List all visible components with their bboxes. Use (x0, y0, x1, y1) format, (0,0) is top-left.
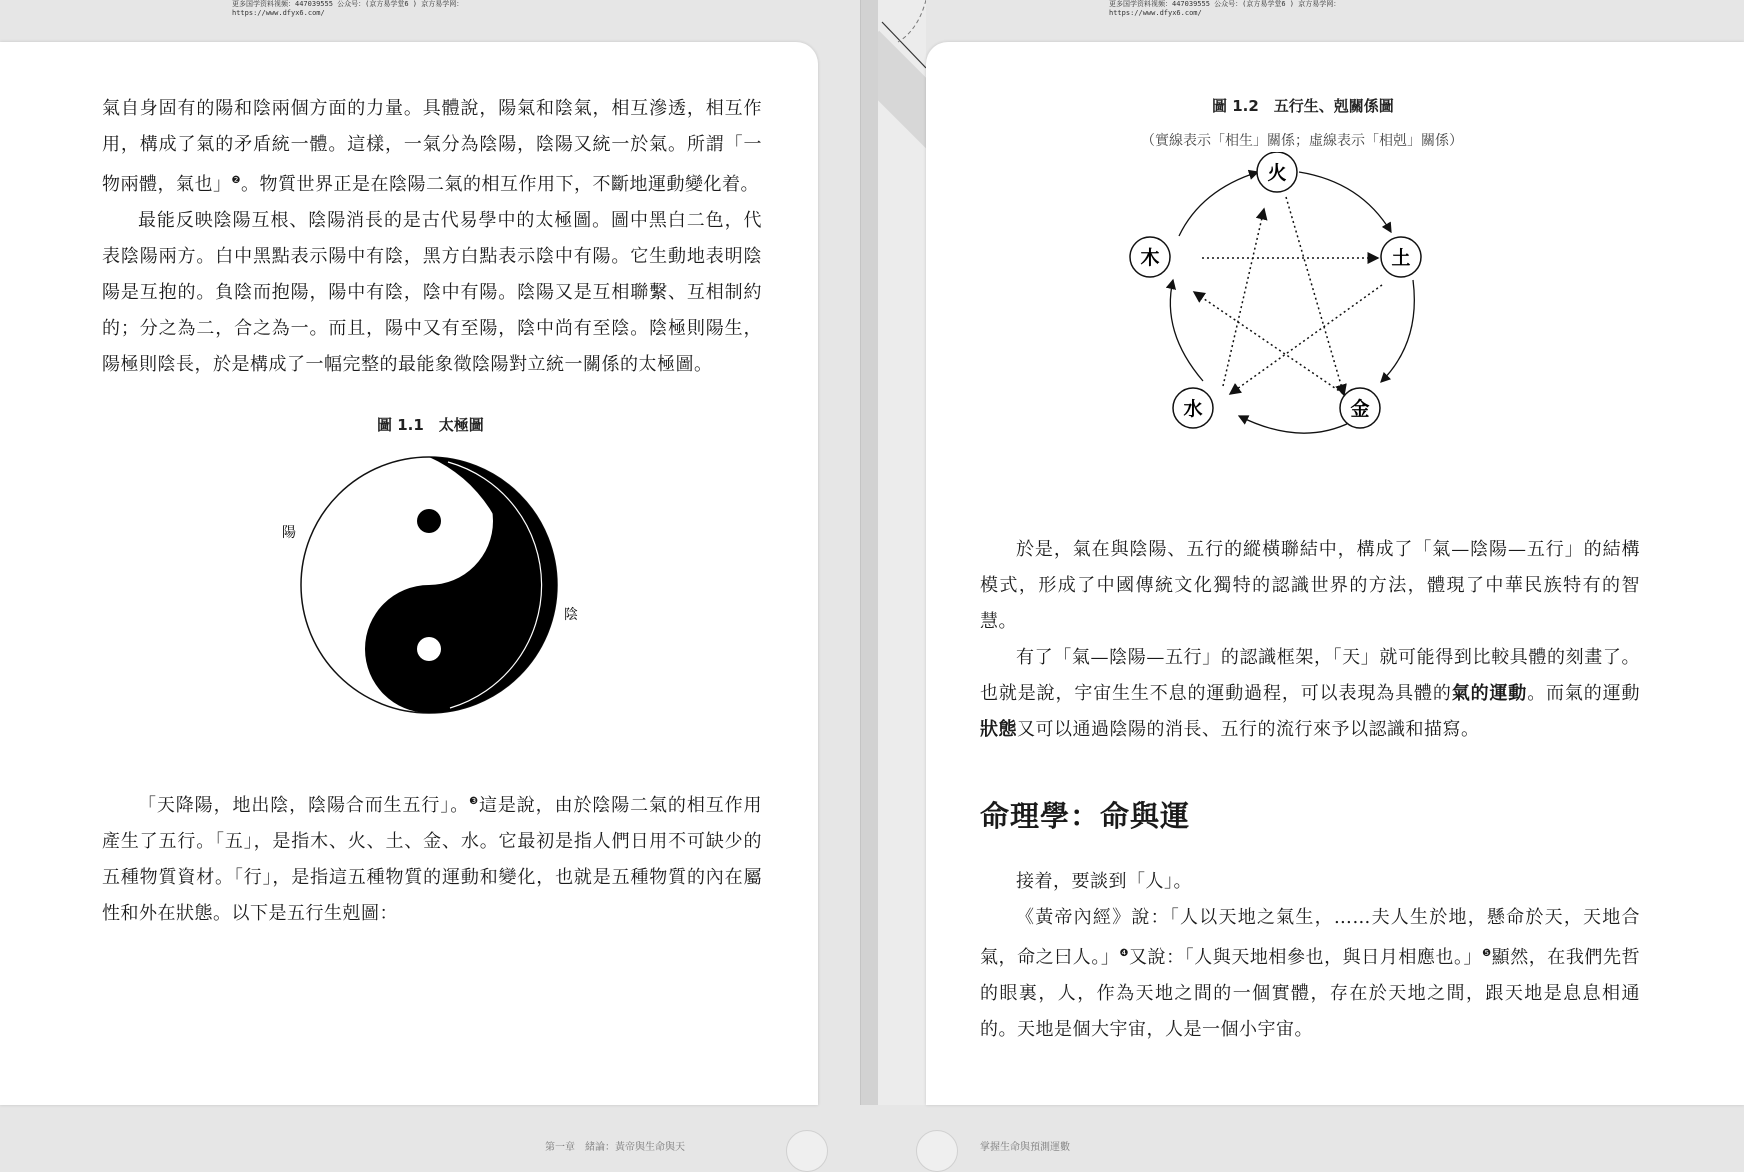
header-note-left (232, 0, 463, 18)
paragraph-7: 《黃帝內經》說：「人以天地之氣生，……夫人生於地，懸命於天，天地合氣，命之曰人。」$^❹$又說：「人與天地相參也，與日月相應也。」$^❺$顯然，在我們先哲的眼裏，人，作為天地之間的一個實體，存在於天地之間，跟天地是息息相通的。天地是個大宇宙，人是一個小宇宙。 (980, 907, 1641, 1040)
taiji-diagram (280, 452, 580, 732)
left-page (0, 42, 818, 1153)
paragraph-6: 接着，要談到「人」。 《黃帝內經》說：「人以天地之氣生，……夫人生於地，懸命於天，天地合氣，命之曰人。」$^❹$又說：「人與天地相參也，與日月相應也。」$^❺$顯然，在我們先哲的眼裏，人，作為天地之間的一個實體，存在於天地之間，跟天地是息息相通的。天地是個大宇宙，人是一個小宇宙。 (980, 864, 1640, 1048)
yang-label: 陽 (282, 525, 296, 541)
element-earth (1381, 237, 1421, 277)
svg-text:金: 金 (1350, 398, 1370, 420)
right-footer: 掌握生命與預測運數 (980, 1142, 1070, 1153)
header-note-url: https://www.dfyx6.com/ (1109, 9, 1202, 17)
left-footer: 第一章 緒論：黃帝與生命與天 (545, 1142, 685, 1153)
element-wood (1130, 237, 1170, 277)
paragraph-3: 「天降陽，地出陰，陰陽合而生五行」。$^❸$這是說，由於陰陽二氣的相互作用產生了五行。「五」，是指木、火、土、金、水。它最初是指人們日用不可缺少的五種物質資材。「行」，是指這五種物質的運動和變化，也就是五種物質的內在屬性和外在狀態。以下是五行生剋圖： (102, 795, 763, 924)
paragraph-1: 氣自身固有的陽和陰兩個方面的力量。具體說，陽氣和陰氣，相互滲透，相互作用，構成了氣的矛盾統一體。這樣，一氣分為陰陽，陰陽又統一於氣。所謂「一物兩體，氣也」$^❷$。物質世界正是在陰陽二氣的相互作用下，不斷地運動變化着。 最能反映陰陽互根、陰陽消長的是古代易學中的太極圖。圖中黑白二色，代表陰陽兩方。白中黑點表示陽中有陰，黑方白點表示陰中有陽。它生動地表明陰陽是互抱的。負陰而抱陽，陽中有陰，陰中有陽。陰陽又是互相聯繫、互相制約的；分之為二，合之為一。而且，陽中又有至陽，陰中尚有至陰。陰極則陽生，陽極則陰長，於是構成了一幅完整的最能象徵陰陽對立統一關係的太極圖。 (102, 91, 762, 383)
element-metal (1340, 388, 1380, 428)
section-heading: 命理學：命與運 (980, 799, 1191, 833)
svg-text:火: 火 (1267, 162, 1287, 184)
page-edge-decoration (878, 0, 926, 1105)
svg-text:土: 土 (1391, 247, 1411, 269)
yin-label: 陰 (564, 607, 578, 623)
figure-2-title: 圖 1.2 五行生、剋關係圖 (1212, 97, 1394, 115)
footnote-marker: ❺ (1482, 948, 1492, 959)
footnote-marker: ❸ (469, 796, 479, 807)
page-gutter (860, 0, 880, 1105)
page-number-badge (916, 1130, 958, 1172)
paragraph-4: 於是，氣在與陰陽、五行的縱橫聯結中，構成了「氣—陰陽—五行」的結構模式，形成了中國傳統文化獨特的認識世界的方法，體現了中華民族特有的智慧。 有了「氣—陰陽—五行」的認識框架，「天」就可能得到比較具體的刻畫了。也就是說，宇宙生生不息的運動過程，可以表現為具體的氣的運動。而氣的運動狀態又可以通過陰陽的消長、五行的流行來予以認識和描寫。 (980, 532, 1640, 748)
svg-text:水: 水 (1183, 398, 1203, 420)
svg-text:木: 木 (1140, 247, 1160, 269)
paragraph-5: 有了「氣—陰陽—五行」的認識框架，「天」就可能得到比較具體的刻畫了。也就是說，宇宙生生不息的運動過程，可以表現為具體的氣的運動。而氣的運動狀態又可以通過陰陽的消長、五行的流行來予以認識和描寫。 (980, 647, 1641, 740)
header-note-line: 更多国学资料视频：447039555 公众号：(京方易学堂6 ) 京方易学网： (232, 0, 464, 8)
element-water (1173, 388, 1213, 428)
element-fire (1257, 152, 1297, 192)
header-note-line: 更多国学资料视频：447039555 公众号：(京方易学堂6 ) 京方易学网： (1109, 0, 1341, 8)
header-note-url: https://www.dfyx6.com/ (232, 9, 325, 17)
right-page (926, 42, 1744, 1153)
five-elements-diagram (1126, 152, 1446, 452)
paragraph-2: 最能反映陰陽互根、陰陽消長的是古代易學中的太極圖。圖中黑白二色，代表陰陽兩方。白中黑點表示陽中有陰，黑方白點表示陰中有陽。它生動地表明陰陽是互抱的。負陰而抱陽，陽中有陰，陰中有陽。陰陽又是互相聯繫、互相制約的；分之為二，合之為一。而且，陽中又有至陽，陰中尚有至陰。陰極則陽生，陽極則陰長，於是構成了一幅完整的最能象徵陰陽對立統一關係的太極圖。 (102, 210, 762, 375)
footnote-marker: ❹ (1119, 948, 1129, 959)
footnote-marker: ❷ (231, 175, 241, 186)
figure-2-subtitle: （實線表示「相生」關係；虛線表示「相剋」關係） (1141, 133, 1463, 149)
page-number-badge (786, 1130, 828, 1172)
header-note-right (1109, 0, 1340, 18)
figure-1-title: 圖 1.1 太極圖 (377, 416, 484, 434)
